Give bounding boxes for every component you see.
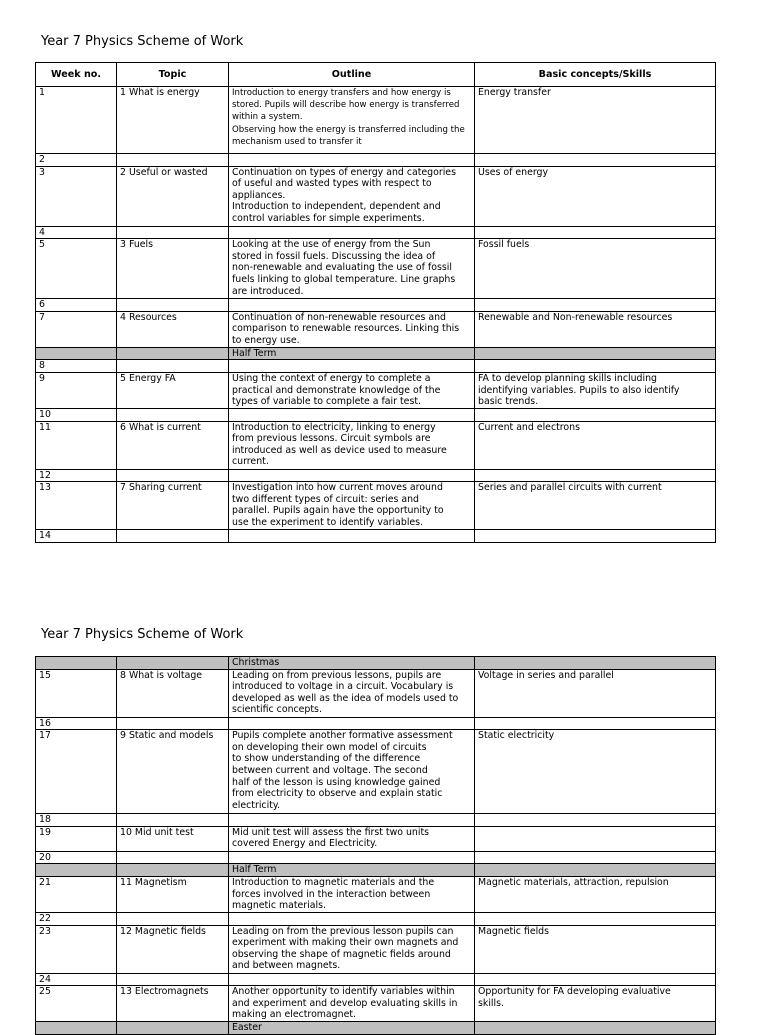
outline-cell: Continuation on types of energy and categories of useful and wasted types with respect to appliances. Introduction to independent, dependent and control variables for simple experiments. bbox=[229, 166, 475, 226]
table-row bbox=[36, 669, 716, 717]
topic-cell: 11 Magnetism bbox=[117, 876, 229, 912]
table-row bbox=[36, 826, 716, 851]
table-row bbox=[36, 239, 716, 299]
week-cell: 3 bbox=[36, 166, 117, 226]
outline-cell: Introduction to energy transfers and how energy is stored. Pupils will describe how energy is transferred within a system. Observing how the energy is transferred including the mechanism used to transfer it bbox=[229, 87, 475, 154]
week-cell: 23 bbox=[36, 925, 117, 973]
topic-cell: 7 Sharing current bbox=[117, 482, 229, 530]
table-row bbox=[36, 482, 716, 530]
week-cell: 19 bbox=[36, 826, 117, 851]
week-cell: 8 bbox=[36, 360, 117, 373]
outline-cell: Leading on from previous lessons, pupils are introduced to voltage in a circuit. Vocabulary is developed as well as the idea of models used to scientific concepts. bbox=[229, 669, 475, 717]
half-term-label: Half Term bbox=[229, 347, 475, 360]
concepts-cell: Magnetic materials, attraction, repulsion bbox=[475, 876, 716, 912]
week-cell: 2 bbox=[36, 154, 117, 167]
topic-cell: 8 What is voltage bbox=[117, 669, 229, 717]
topic-cell: 10 Mid unit test bbox=[117, 826, 229, 851]
outline-cell: Looking at the use of energy from the Sun stored in fossil fuels. Discussing the idea of non-renewable and evaluating the use of fossil fuels linking to global temperature. Line graphs are introduced. bbox=[229, 239, 475, 299]
concepts-cell bbox=[475, 826, 716, 851]
week-cell: 14 bbox=[36, 530, 117, 543]
topic-cell: 6 What is current bbox=[117, 421, 229, 469]
outline-cell: Leading on from the previous lesson pupils can experiment with making their own magnets and observing the shape of magnetic fields around and between magnets. bbox=[229, 925, 475, 973]
week-cell: 1 bbox=[36, 87, 117, 154]
topic-cell: 2 Useful or wasted bbox=[117, 166, 229, 226]
table-row bbox=[36, 851, 716, 864]
concepts-cell: FA to develop planning skills including identifying variables. Pupils to also identify basic trends. bbox=[475, 372, 716, 408]
outline-cell: Mid unit test will assess the first two units covered Energy and Electricity. bbox=[229, 826, 475, 851]
week-cell: 6 bbox=[36, 299, 117, 312]
concepts-cell: Energy transfer bbox=[475, 87, 716, 154]
week-cell: 7 bbox=[36, 311, 117, 347]
concepts-cell: Current and electrons bbox=[475, 421, 716, 469]
week-cell: 20 bbox=[36, 851, 117, 864]
header-week: Week no. bbox=[36, 63, 117, 87]
outline-cell: Continuation of non-renewable resources and comparison to renewable resources. Linking this to energy use. bbox=[229, 311, 475, 347]
week-cell: 24 bbox=[36, 973, 117, 986]
table-row bbox=[36, 87, 716, 154]
table-row bbox=[36, 925, 716, 973]
topic-cell: 4 Resources bbox=[117, 311, 229, 347]
concepts-cell: Series and parallel circuits with current bbox=[475, 482, 716, 530]
table-row bbox=[36, 876, 716, 912]
page-title-2: Year 7 Physics Scheme of Work bbox=[41, 627, 244, 642]
table-row bbox=[36, 372, 716, 408]
topic-cell: 3 Fuels bbox=[117, 239, 229, 299]
table-row bbox=[36, 717, 716, 730]
half-term-row bbox=[36, 864, 716, 877]
concepts-cell: Static electricity bbox=[475, 730, 716, 814]
header-concepts: Basic concepts/Skills bbox=[475, 63, 716, 87]
scheme-table-1 bbox=[35, 62, 716, 543]
table-row bbox=[36, 973, 716, 986]
concepts-cell: Uses of energy bbox=[475, 166, 716, 226]
week-cell: 18 bbox=[36, 814, 117, 827]
week-cell: 21 bbox=[36, 876, 117, 912]
header-topic: Topic bbox=[117, 63, 229, 87]
topic-cell: 9 Static and models bbox=[117, 730, 229, 814]
week-cell: 22 bbox=[36, 912, 117, 925]
header-outline: Outline bbox=[229, 63, 475, 87]
table-row bbox=[36, 360, 716, 373]
outline-cell: Investigation into how current moves around two different types of circuit: series and parallel. Pupils again have the opportunity to use the experiment to identify variables. bbox=[229, 482, 475, 530]
table-row bbox=[36, 530, 716, 543]
topic-cell: 12 Magnetic fields bbox=[117, 925, 229, 973]
concepts-cell: Opportunity for FA developing evaluative skills. bbox=[475, 986, 716, 1022]
scheme-table-2 bbox=[35, 656, 716, 1035]
week-cell: 17 bbox=[36, 730, 117, 814]
table-row bbox=[36, 912, 716, 925]
outline-cell: Introduction to electricity, linking to energy from previous lessons. Circuit symbols are introduced as well as device used to measure current. bbox=[229, 421, 475, 469]
half-term-label: Half Term bbox=[229, 864, 475, 877]
week-cell: 5 bbox=[36, 239, 117, 299]
outline-cell: Pupils complete another formative assessment on developing their own model of circuits to show understanding of the difference between current and voltage. The second half of the lesson is using knowledge gained from electricity to observe and explain static electricity. bbox=[229, 730, 475, 814]
table-row bbox=[36, 469, 716, 482]
table-row bbox=[36, 311, 716, 347]
week-cell: 16 bbox=[36, 717, 117, 730]
page-title-1: Year 7 Physics Scheme of Work bbox=[41, 34, 244, 49]
half-term-row bbox=[36, 347, 716, 360]
table-row bbox=[36, 408, 716, 421]
concepts-cell: Fossil fuels bbox=[475, 239, 716, 299]
christmas-row bbox=[36, 657, 716, 670]
week-cell: 11 bbox=[36, 421, 117, 469]
week-cell: 12 bbox=[36, 469, 117, 482]
table-row bbox=[36, 814, 716, 827]
easter-label: Easter bbox=[229, 1022, 475, 1035]
concepts-cell: Renewable and Non-renewable resources bbox=[475, 311, 716, 347]
topic-cell: 1 What is energy bbox=[117, 87, 229, 154]
week-cell: 13 bbox=[36, 482, 117, 530]
outline-cell: Using the context of energy to complete a practical and demonstrate knowledge of the types of variable to complete a fair test. bbox=[229, 372, 475, 408]
topic-cell: 13 Electromagnets bbox=[117, 986, 229, 1022]
week-cell: 4 bbox=[36, 226, 117, 239]
week-cell: 10 bbox=[36, 408, 117, 421]
week-cell: 25 bbox=[36, 986, 117, 1022]
outline-cell: Another opportunity to identify variables within and experiment and develop evaluating skills in making an electromagnet. bbox=[229, 986, 475, 1022]
week-cell: 15 bbox=[36, 669, 117, 717]
table-row bbox=[36, 154, 716, 167]
table-row bbox=[36, 421, 716, 469]
table-row bbox=[36, 986, 716, 1022]
table-row bbox=[36, 166, 716, 226]
table-row bbox=[36, 299, 716, 312]
christmas-label: Christmas bbox=[229, 657, 475, 670]
week-cell: 9 bbox=[36, 372, 117, 408]
concepts-cell: Voltage in series and parallel bbox=[475, 669, 716, 717]
topic-cell: 5 Energy FA bbox=[117, 372, 229, 408]
concepts-cell: Magnetic fields bbox=[475, 925, 716, 973]
table-row bbox=[36, 730, 716, 814]
table-row bbox=[36, 226, 716, 239]
outline-cell: Introduction to magnetic materials and the forces involved in the interaction between magnetic materials. bbox=[229, 876, 475, 912]
